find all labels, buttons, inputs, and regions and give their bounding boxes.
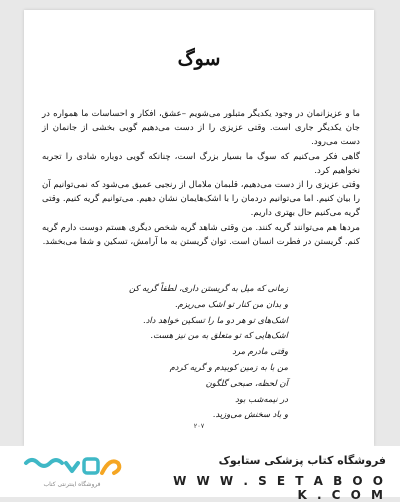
store-name: فروشگاه کتاب پزشکی ستابوک bbox=[218, 454, 386, 467]
poem-line: زمانی که میل به گریستن داری، لطفاً گریه کن bbox=[128, 283, 288, 293]
logo-subtext: فروشگاه اینترنتی کتاب bbox=[43, 481, 101, 488]
poem-line: اشک‌هایی که تو متعلق به من نیز هست. bbox=[150, 330, 288, 341]
poem-line: آن لحظه، صبحی گلگون bbox=[205, 377, 288, 388]
poem-line: و باد سخنش می‌وزید. bbox=[212, 409, 288, 420]
poem-line: من با به زمین کوبیدم و گریه کردم bbox=[169, 361, 288, 372]
body-text bbox=[42, 107, 360, 249]
paragraph: وقتی عزیزی را از دست می‌دهیم، قلبمان ملامال از رنجیی عمیق می‌شود که نمی‌توانیم آن را بیان کنیم. اما می‌توانیم دردمان را با اشک‌هایمان نشان دهیم. می‌توانیم گریه کنیم. وقتی گریه می‌کنیم حال بهتری داریم. bbox=[42, 180, 360, 219]
footer-banner bbox=[0, 446, 400, 502]
chapter-title: سوگ bbox=[177, 48, 221, 70]
poem-line: در نیمه‌شب بود bbox=[235, 393, 288, 404]
paragraph: گاهی فکر می‌کنیم که سوگ ما بسیار بزرگ است، چنانکه گویی دوباره شادی را تجربه نخواهیم کرد. bbox=[42, 151, 360, 176]
book-page bbox=[24, 10, 374, 446]
setabook-logo bbox=[18, 453, 126, 491]
store-url[interactable]: W W W . S E T A B O O K . C O M bbox=[173, 474, 386, 502]
poem-line: وقتی مادرم مرد bbox=[232, 346, 288, 357]
poem-line: اشک‌های تو هر دو ما را تسکین خواهد داد. bbox=[143, 314, 288, 325]
paragraph: ما و عزیزانمان در وجود یکدیگر متبلور می‌شویم –عشق، افکار و احساسات ما همواره در جان یکدیگر جاری است. وقتی عزیزی را از دست می‌دهیم گویی بخشی از جانمان از دست می‌رود. bbox=[42, 109, 360, 148]
paragraph: مردها هم می‌توانند گریه کنند. من وقتی شاهد گریه شخص دیگری هستم دوست دارم گریه کنم. گریستن در فطرت انسان است. توان گریستن به ما آرامش، تسکین و شفا می‌بخشد. bbox=[42, 222, 360, 247]
poem-line: و بدان من کنار تو اشک می‌ریزم. bbox=[174, 298, 288, 309]
page-number: ۲۰۷ bbox=[193, 422, 205, 430]
poem bbox=[120, 281, 288, 423]
